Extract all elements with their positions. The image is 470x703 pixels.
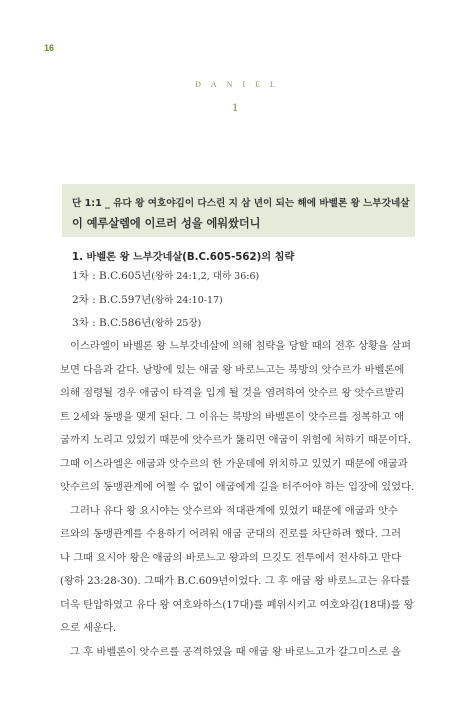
body-line: 앗수르의 동맹관계에 어쩔 수 없이 애굽에게 길을 터주어야 하는 입장에 있었다. — [60, 481, 415, 493]
body-line: 트 2세와 동맹을 맺게 된다. 그 이유는 북방의 바벨론이 앗수르를 정복하고 애 — [60, 410, 405, 423]
verse-line: 단 1:1 _ 유다 왕 여호야김이 다스린 지 삼 년이 되는 해에 바벨론 왕 느부갓네살 — [72, 198, 410, 209]
body-line: 그 후 바벨론이 앗수르를 공격하였을 때 애굽 왕 바로느고가 갈그미스로 올 — [70, 645, 402, 658]
scripture-reference: (왕하 24:1,2, 대하 36:6) — [151, 271, 260, 282]
body-line: 그러나 유다 왕 요시야는 앗수르와 적대관계에 있었기 때문에 애굽과 앗수 — [70, 504, 398, 517]
body-line: 나 그때 요시아 왕은 애굽의 바로느고 왕과의 므깃도 전투에서 전사하고 만다 — [60, 551, 402, 564]
body-line: 더욱 탄압하였고 유다 왕 여호와하스(17대)를 폐위시키고 여호와김(18대)를 왕 — [60, 598, 414, 611]
section-heading: 1. 바벨론 왕 느부갓네살(B.C.605-562)의 침략 — [72, 252, 295, 263]
body-line: 보면 다음과 같다. 남방에 있는 애굽 왕 바로느고는 북방의 앗수르가 바벨론에 — [60, 363, 405, 376]
book-title: DANIEL — [195, 80, 285, 89]
body-line: (왕하 23:28-30). 그때가 B.C.609년이었다. 그 후 애굽 왕 바로느고는 유다를 — [60, 575, 411, 587]
invasion-label: 1차 : B.C.605년 — [72, 270, 152, 282]
invasion-item — [72, 292, 259, 316]
verse-box — [62, 184, 415, 237]
invasion-label: 2차 : B.C.597년 — [72, 293, 152, 306]
body-line: 이스라엘이 바벨론 왕 느부갓네살에 의해 침략을 당할 때의 전후 상황을 살펴 — [70, 340, 412, 352]
body-line: 의해 점령될 경우 애굽이 타격을 입게 될 것을 염려하여 앗수르 왕 앗수르발리 — [60, 387, 405, 399]
body-line: 르와의 동맹관계를 수용하기 어려워 애굽 군대의 진로를 차단하려 했다. 그러 — [60, 528, 402, 540]
invasion-label: 3차 : B.C.586년 — [72, 317, 152, 329]
invasion-item — [72, 315, 259, 339]
invasion-list — [72, 268, 259, 339]
body-line: 그때 이스라엘은 애굽과 앗수르의 한 가운데에 위치하고 있었기 때문에 애굽과 — [60, 457, 408, 470]
invasion-item — [72, 268, 259, 292]
scripture-reference: (왕하 25장) — [151, 318, 202, 329]
body-line: 으로 세운다. — [60, 622, 117, 634]
body-text — [60, 337, 420, 666]
verse-line: 이 예루살렘에 이르러 성을 에워쌌더니 — [72, 217, 261, 230]
body-line: 굽까지 노리고 있었기 때문에 앗수르가 뚫리면 애굽이 위험에 처하기 때문이다. — [60, 434, 412, 446]
page-number: 16 — [44, 43, 55, 53]
scripture-reference: (왕하 24:10-17) — [151, 294, 223, 306]
chapter-number: 1 — [232, 100, 238, 114]
